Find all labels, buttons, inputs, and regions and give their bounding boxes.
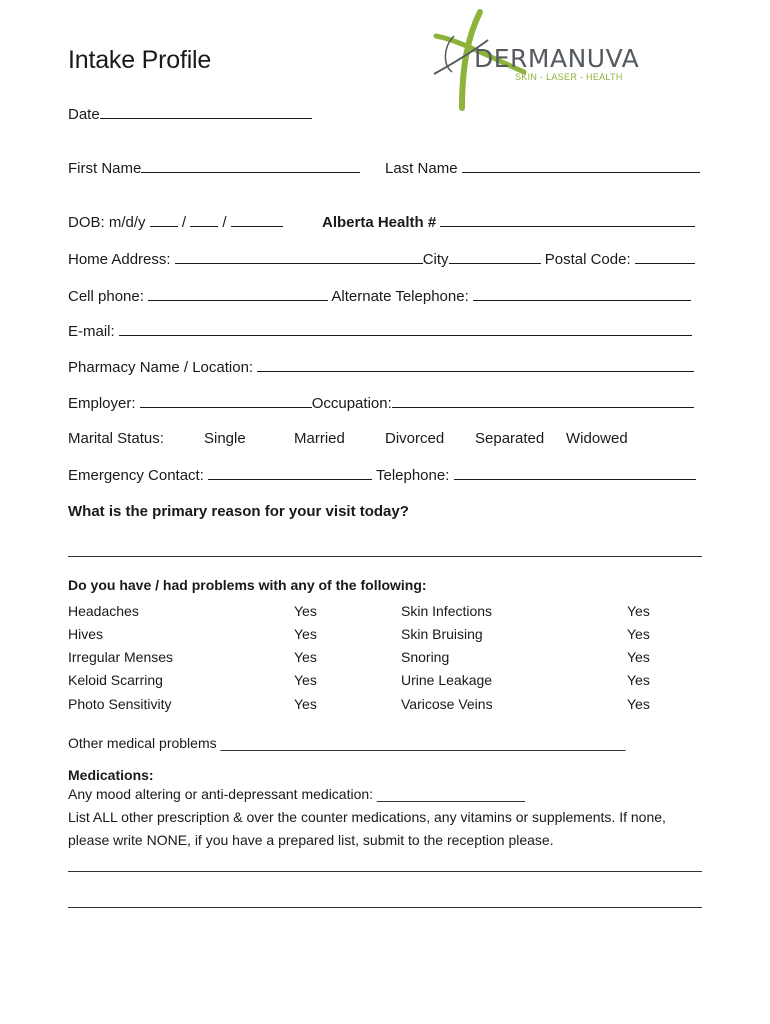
- problem-item-photo-sensitivity: Photo Sensitivity: [68, 696, 172, 712]
- dob-separator: /: [222, 214, 227, 231]
- problem-yes-option[interactable]: Yes: [294, 672, 317, 688]
- employer-label: Employer:: [68, 395, 136, 412]
- dob-label: DOB: m/d/y: [68, 214, 146, 231]
- emergency-contact-field[interactable]: [208, 478, 372, 480]
- pharmacy-row: [68, 359, 694, 376]
- dob-separator: /: [181, 214, 187, 231]
- alt-phone-label: Alternate Telephone:: [331, 288, 469, 305]
- problem-yes-option[interactable]: Yes: [627, 649, 650, 665]
- problem-item-hives: Hives: [68, 626, 104, 642]
- medications-list-line[interactable]: [68, 907, 702, 908]
- problem-yes-option[interactable]: Yes: [627, 626, 650, 642]
- marital-option-single[interactable]: Single: [204, 430, 246, 447]
- dob-month-field[interactable]: [150, 225, 178, 227]
- problem-item-skin-infections: Skin Infections: [401, 603, 493, 619]
- pharmacy-field[interactable]: [257, 370, 694, 372]
- marital-option-widowed[interactable]: Widowed: [566, 430, 628, 447]
- emergency-telephone-label: Telephone:: [375, 467, 450, 484]
- pharmacy-label: Pharmacy Name / Location:: [68, 359, 254, 376]
- marital-status-label: Marital Status:: [68, 430, 164, 447]
- medications-instructions-line2: please write NONE, if you have a prepared list, submit to the reception please.: [68, 832, 554, 848]
- occupation-label: Occupation:: [311, 395, 392, 412]
- alberta-health-row: [322, 214, 695, 231]
- alberta-health-field[interactable]: [440, 225, 695, 227]
- emergency-row: [68, 467, 696, 484]
- alberta-health-label: Alberta Health #: [322, 214, 437, 231]
- problem-item-irregular-menses: Irregular Menses: [68, 649, 174, 665]
- dob-day-field[interactable]: [190, 225, 218, 227]
- city-label: City: [422, 251, 449, 268]
- problem-item-urine-leakage: Urine Leakage: [401, 672, 493, 688]
- last-name-field[interactable]: [462, 171, 700, 173]
- occupation-field[interactable]: [392, 406, 694, 408]
- medications-heading: Medications:: [68, 767, 154, 783]
- problem-item-skin-bruising: Skin Bruising: [401, 626, 483, 642]
- problems-heading: Do you have / had problems with any of the following:: [68, 577, 427, 593]
- employer-field[interactable]: [140, 406, 312, 408]
- problem-yes-option[interactable]: Yes: [627, 672, 650, 688]
- alt-phone-field[interactable]: [473, 299, 691, 301]
- home-address-label: Home Address:: [68, 251, 171, 268]
- first-name-label: First Name: [68, 160, 142, 177]
- cell-phone-field[interactable]: [148, 299, 328, 301]
- problem-yes-option[interactable]: Yes: [627, 696, 650, 712]
- postal-code-field[interactable]: [635, 262, 695, 264]
- problem-yes-option[interactable]: Yes: [294, 649, 317, 665]
- problem-item-snoring: Snoring: [401, 649, 450, 665]
- address-row: [68, 251, 695, 268]
- problem-item-headaches: Headaches: [68, 603, 139, 619]
- cell-phone-label: Cell phone:: [68, 288, 144, 305]
- problem-yes-option[interactable]: Yes: [294, 696, 317, 712]
- dob-row: [68, 214, 283, 231]
- problem-item-varicose-veins: Varicose Veins: [401, 696, 493, 712]
- brand-name: DERMANUVA: [474, 44, 640, 73]
- date-field[interactable]: [100, 117, 312, 119]
- marital-option-married[interactable]: Married: [294, 430, 345, 447]
- first-name-field[interactable]: [141, 171, 360, 173]
- first-name-row: [68, 160, 360, 177]
- postal-code-label: Postal Code:: [544, 251, 631, 268]
- employer-row: [68, 395, 694, 412]
- date-label: Date: [68, 106, 100, 123]
- date-row: [68, 106, 312, 123]
- other-medical-problems-field[interactable]: Other medical problems ____________________________________________________: [68, 735, 626, 751]
- brand-tagline: SKIN - LASER - HEALTH: [515, 72, 623, 82]
- email-label: E-mail:: [68, 323, 115, 340]
- problem-item-keloid-scarring: Keloid Scarring: [68, 672, 163, 688]
- problem-yes-option[interactable]: Yes: [294, 603, 317, 619]
- emergency-contact-label: Emergency Contact:: [68, 467, 204, 484]
- marital-option-separated[interactable]: Separated: [475, 430, 545, 447]
- page-title: Intake Profile: [68, 46, 212, 74]
- phone-row: [68, 288, 691, 305]
- visit-reason-question: What is the primary reason for your visit today?: [68, 503, 409, 520]
- email-row: [68, 323, 692, 340]
- last-name-row: [385, 160, 700, 177]
- email-field[interactable]: [119, 334, 692, 336]
- visit-reason-field[interactable]: [68, 556, 702, 557]
- medications-list-line[interactable]: [68, 871, 702, 872]
- dob-year-field[interactable]: [231, 225, 283, 227]
- emergency-telephone-field[interactable]: [454, 478, 696, 480]
- last-name-label: Last Name: [385, 160, 458, 177]
- problem-yes-option[interactable]: Yes: [627, 603, 650, 619]
- home-address-field[interactable]: [175, 262, 423, 264]
- mood-medication-field[interactable]: Any mood altering or anti-depressant medication: ___________________: [68, 786, 525, 802]
- marital-option-divorced[interactable]: Divorced: [385, 430, 445, 447]
- city-field[interactable]: [449, 262, 541, 264]
- problem-yes-option[interactable]: Yes: [294, 626, 317, 642]
- medications-instructions-line1: List ALL other prescription & over the counter medications, any vitamins or supplements. If none,: [68, 809, 666, 825]
